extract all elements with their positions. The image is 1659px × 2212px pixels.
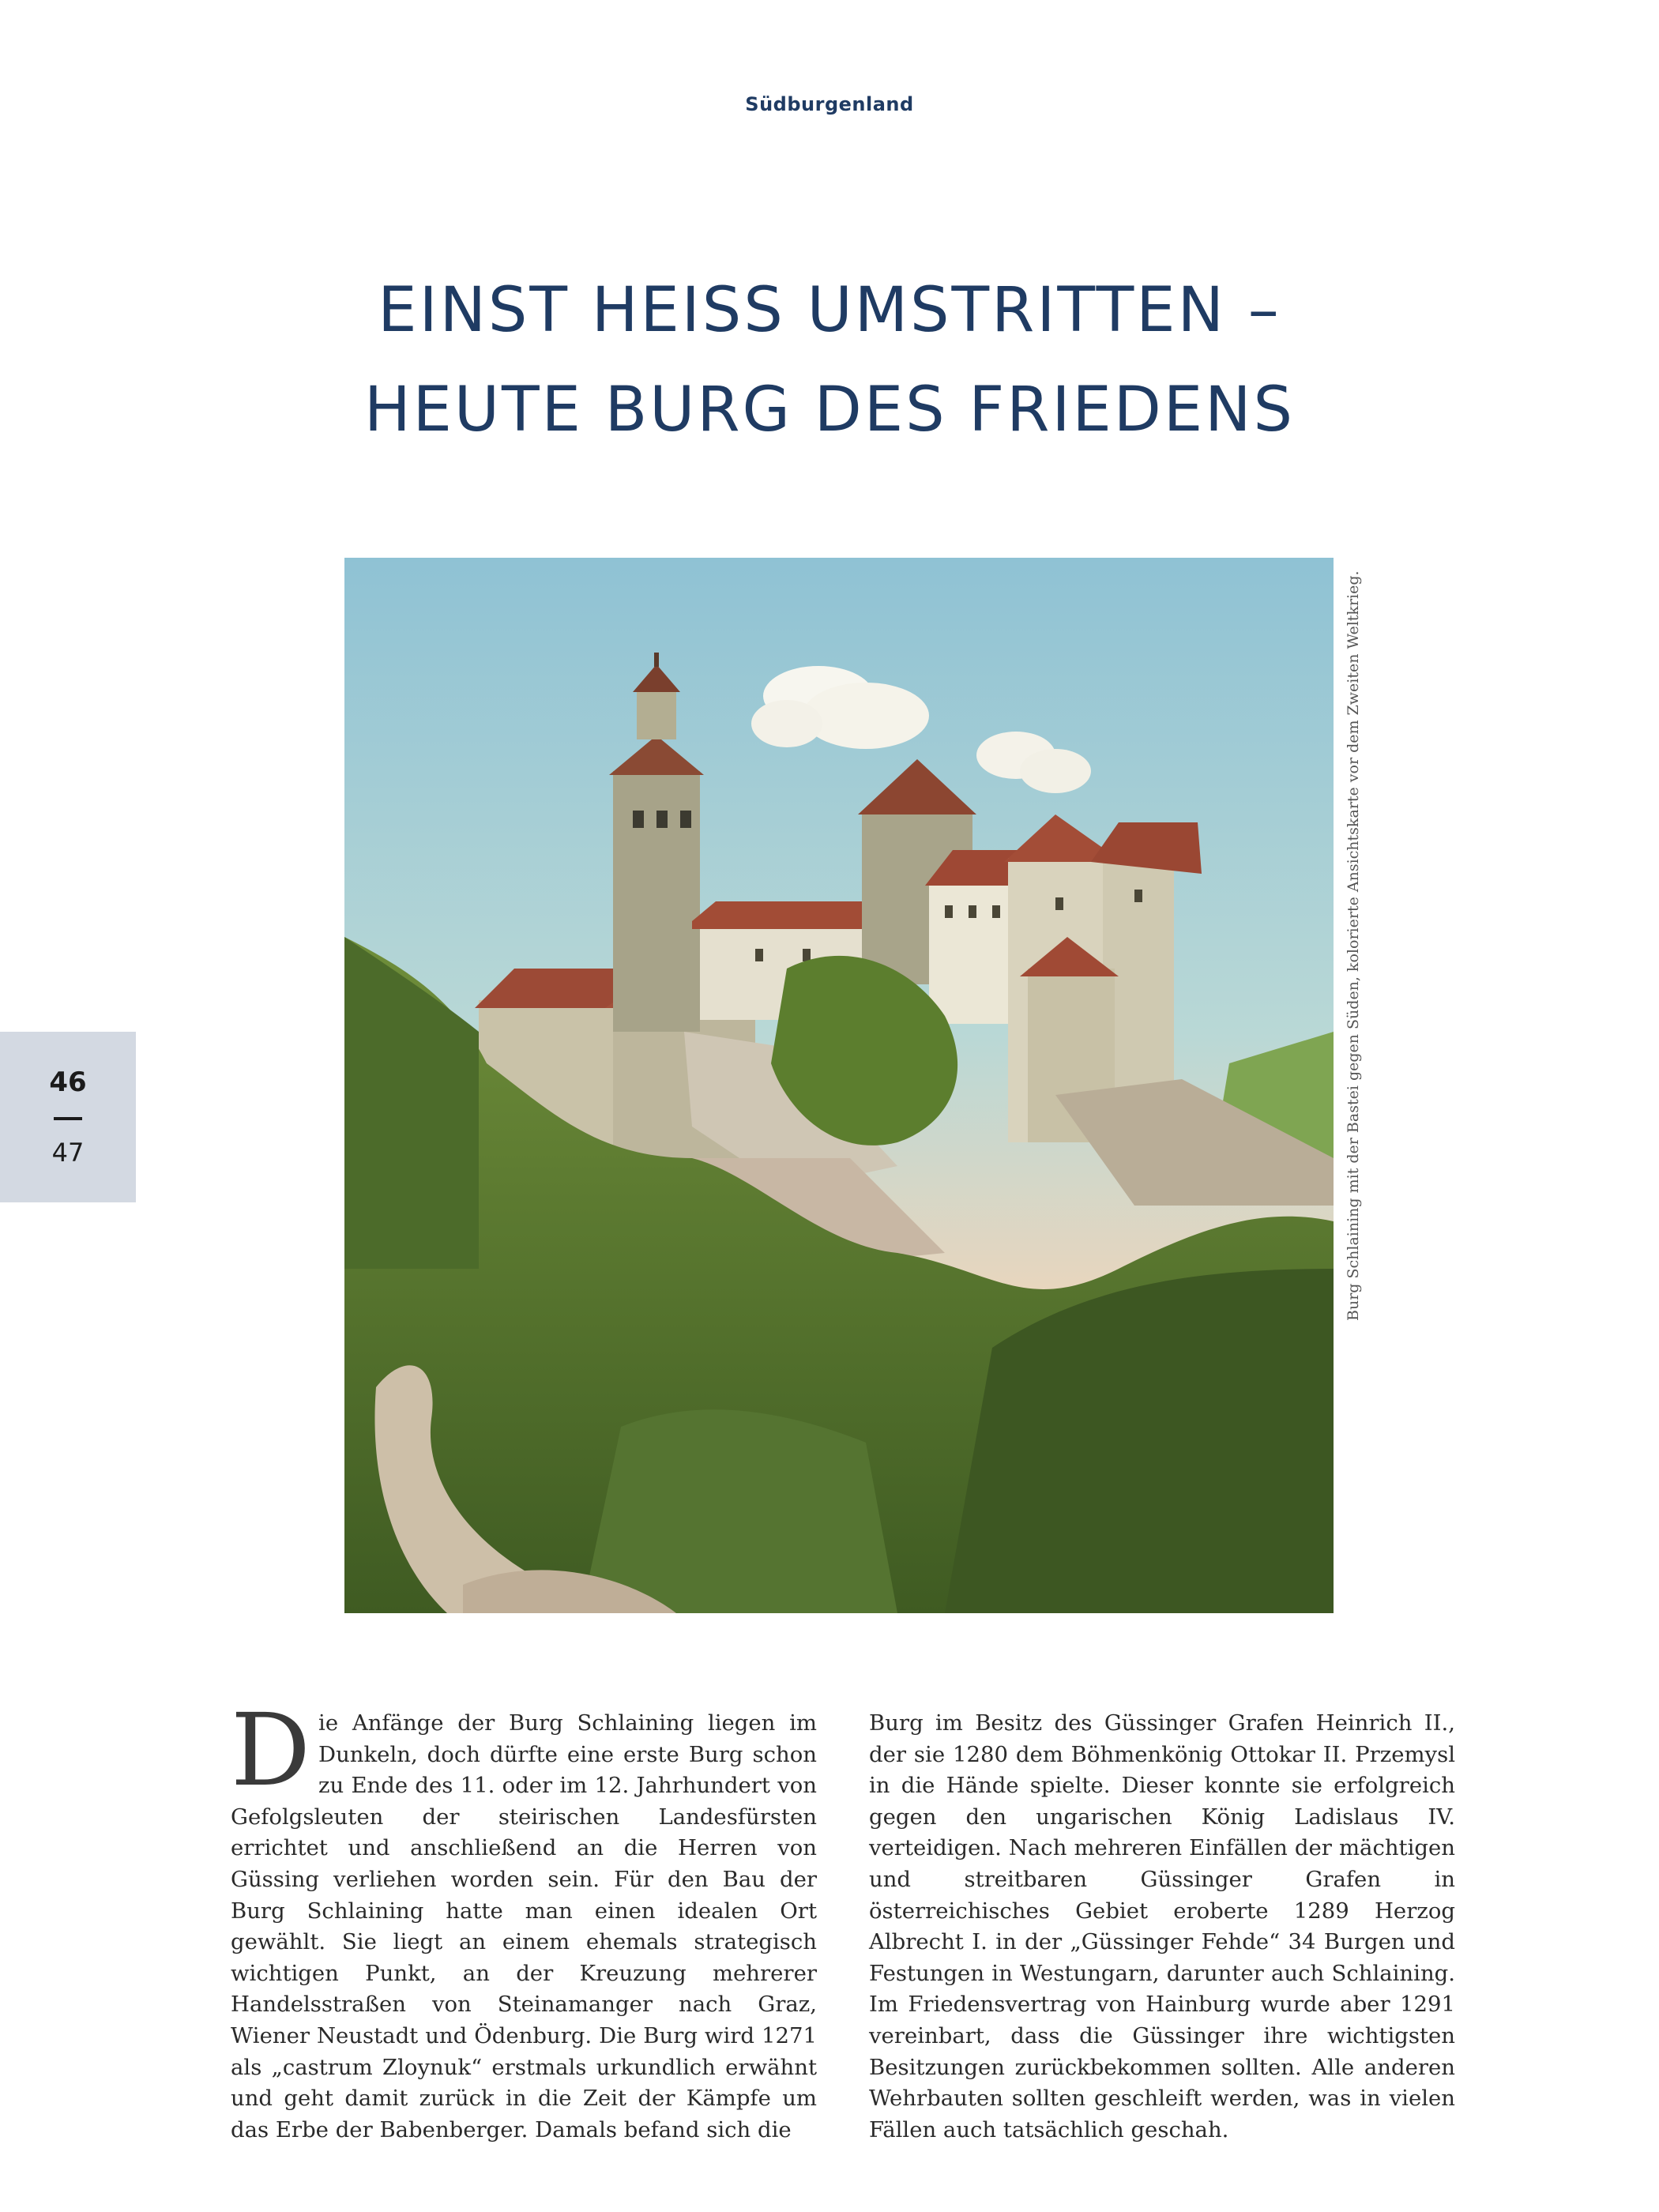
page-number-tab <box>0 1032 136 1202</box>
page-number-right: 47 <box>51 1138 85 1168</box>
page-number-separator <box>54 1117 82 1120</box>
page-number-left: 46 <box>49 1066 87 1098</box>
article-title-line-1: EINST HEISS UMSTRITTEN – <box>378 275 1281 346</box>
article-title <box>237 261 1422 460</box>
image-caption: Burg Schlaining mit der Bastei gegen Süden, kolorierte Ansichtskarte vor dem Zweiten Weltkrieg. <box>1345 570 1362 1321</box>
castle-illustration <box>344 558 1334 1613</box>
body-text-column-1-content: ie Anfänge der Burg Schlaining liegen im Dunkeln, doch dürfte eine erste Burg schon zu Ende des 11. oder im 12. Jahrhundert von Gefolgsleuten der steirischen Landesfürsten errichtet und anschließend an die Herren von Güssing verliehen worden sein. Für den Bau der Burg Schlaining hatte man einen idealen Ort gewählt. Sie liegt an einem ehemals strategisch wichtigen Punkt, an der Kreuzung mehrerer Handelsstraßen von Steinamanger nach Graz, Wiener Neustadt und Ödenburg. Die Burg wird 1271 als „castrum Zloynuk“ erstmals urkundlich erwähnt und geht damit zurück in die Zeit der Kämpfe um das Erbe der Babenberger. Damals befand sich die <box>231 1710 817 2142</box>
article-title-line-2: HEUTE BURG DES FRIEDENS <box>364 374 1295 446</box>
body-text-column-1 <box>231 1692 817 2146</box>
drop-cap: D <box>231 1692 311 1808</box>
castle-postcard-image <box>344 558 1334 1613</box>
body-text-column-2 <box>869 1708 1455 2146</box>
body-text-column-2-content: Burg im Besitz des Güssinger Grafen Heinrich II., der sie 1280 dem Böhmenkönig Ottokar II. Przemysl in die Hände spielte. Dieser konnte sie erfolgreich gegen den ungarischen König Ladislaus IV. verteidigen. Nach mehreren Einfällen der mächtigen und streitbaren Güssinger Grafen in österreichisches Gebiet eroberte 1289 Herzog Albrecht I. in der „Güssinger Fehde“ 34 Burgen und Festungen in Westungarn, darunter auch Schlaining. Im Friedensvertrag von Hainburg wurde aber 1291 vereinbart, dass die Güssinger ihre wichtigsten Besitzungen zurückbekommen sollten. Alle anderen Wehrbauten sollten geschleift werden, was in vielen Fällen auch tatsächlich geschah. <box>869 1710 1455 2142</box>
section-label: Südburgenland <box>745 93 914 115</box>
